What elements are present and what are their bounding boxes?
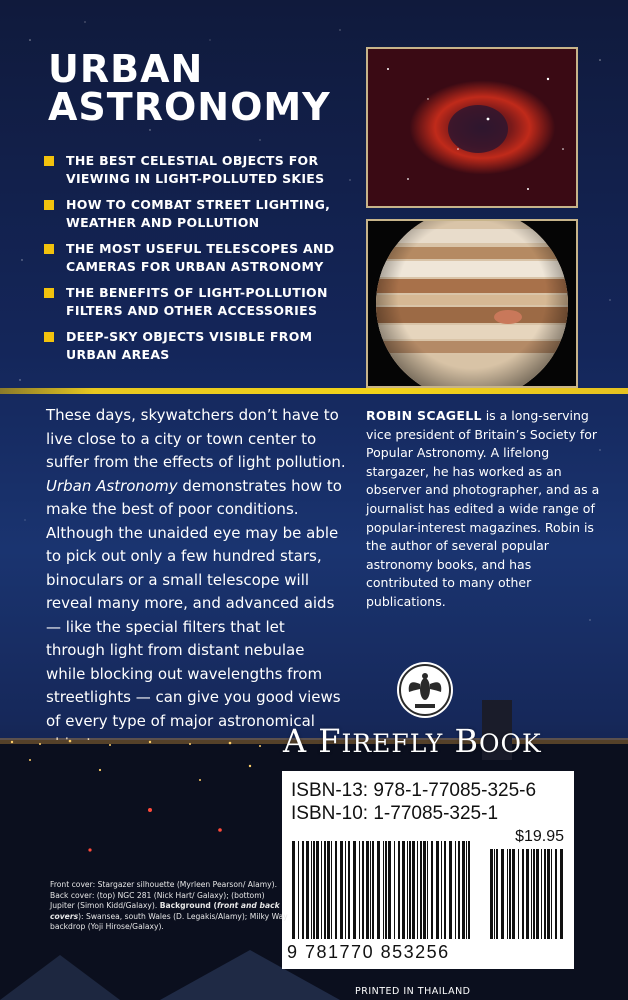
credits-covers: Front cover: Stargazer silhouette (Myrleen Pearson/ Alamy). Back cover: (top) NGC 281 (Nick Hart/ Galaxy); (bottom) Jupiter (Simon Kidd/Galaxy). (50, 880, 278, 911)
bullet-square-icon (44, 200, 54, 210)
title-line-1: URBAN (48, 47, 204, 91)
feature-text: THE MOST USEFUL TELESCOPES AND CAMERAS FOR URBAN ASTRONOMY (66, 241, 335, 274)
feature-text: DEEP-SKY OBJECTS VISIBLE FROM URBAN AREAS (66, 329, 313, 362)
jupiter-photo (366, 219, 578, 388)
barcode-number: 9 781770 853256 (287, 942, 450, 962)
feature-item (44, 240, 354, 276)
credits-background-italic: front and back covers (50, 901, 280, 921)
price-addon-barcode (488, 849, 566, 939)
barcode-bars (290, 841, 474, 939)
feature-list (44, 152, 354, 372)
bullet-square-icon (44, 288, 54, 298)
accent-divider-line (0, 388, 628, 394)
isbn-10: ISBN-10: 1-77085-325-1 (291, 803, 499, 824)
publisher-name-initial: F (318, 722, 342, 760)
barcode-panel (282, 771, 574, 969)
feature-text: THE BEST CELESTIAL OBJECTS FOR VIEWING IN LIGHT-POLLUTED SKIES (66, 153, 325, 186)
nebula-photo (366, 47, 578, 208)
feature-text: HOW TO COMBAT STREET LIGHTING, WEATHER AND POLLUTION (66, 197, 331, 230)
feature-text: THE BENEFITS OF LIGHT-POLLUTION FILTERS AND OTHER ACCESSORIES (66, 285, 328, 318)
title-line-2: ASTRONOMY (48, 85, 331, 129)
publisher-name-rest: IREFLY (341, 729, 444, 758)
bullet-square-icon (44, 332, 54, 342)
feature-item (44, 196, 354, 232)
printed-in-label: PRINTED IN THAILAND (355, 986, 471, 997)
publisher-book-initial: B (443, 722, 479, 760)
price-label: $19.95 (515, 828, 564, 845)
publisher-wordmark (283, 722, 542, 760)
book-title (48, 47, 331, 129)
image-credits (50, 880, 290, 933)
publisher-prefix: A (283, 722, 319, 760)
author-name: ROBIN SCAGELL (366, 408, 482, 423)
publisher-book-rest: OOK (478, 729, 542, 758)
credits-background-label: Background ( (159, 901, 217, 911)
bullet-square-icon (44, 156, 54, 166)
description-book-title: Urban Astronomy (46, 476, 178, 495)
author-bio (366, 407, 602, 612)
description-part-2: demonstrates how to make the best of poor conditions. Although the unaided eye may be able to pick out only a few hundred stars, binoculars or a small telescope will reveal many more, and advanced aids — like the special filters that let through light from distant nebulae while blocking out wavelengths from streetlights — can give you good views of every type of major astronomical (46, 476, 342, 730)
feature-item (44, 152, 354, 188)
credits-background-text: ): Swansea, south Wales (D. Legakis/Alamy); Milky Way backdrop (Yoji Hirose/Galaxy). (50, 911, 288, 932)
bullet-square-icon (44, 244, 54, 254)
description-part-1: These days, skywatchers don’t have to live close to a city or town center to suffer from the effects of light pollution. (46, 406, 346, 471)
isbn-13: ISBN-13: 978-1-77085-325-6 (291, 780, 537, 801)
author-bio-text: is a long-serving vice president of Britain’s Society for Popular Astronomy. A lifelong stargazer, he has worked as an observer and photographer, and as a journalist has edited a wide range of popular-interest magazines. Robin is the author of several popular astronomy books, and has contributed to many other publications. (366, 408, 600, 609)
firefly-logo-icon (397, 662, 453, 718)
feature-item (44, 328, 354, 364)
feature-item (44, 284, 354, 320)
